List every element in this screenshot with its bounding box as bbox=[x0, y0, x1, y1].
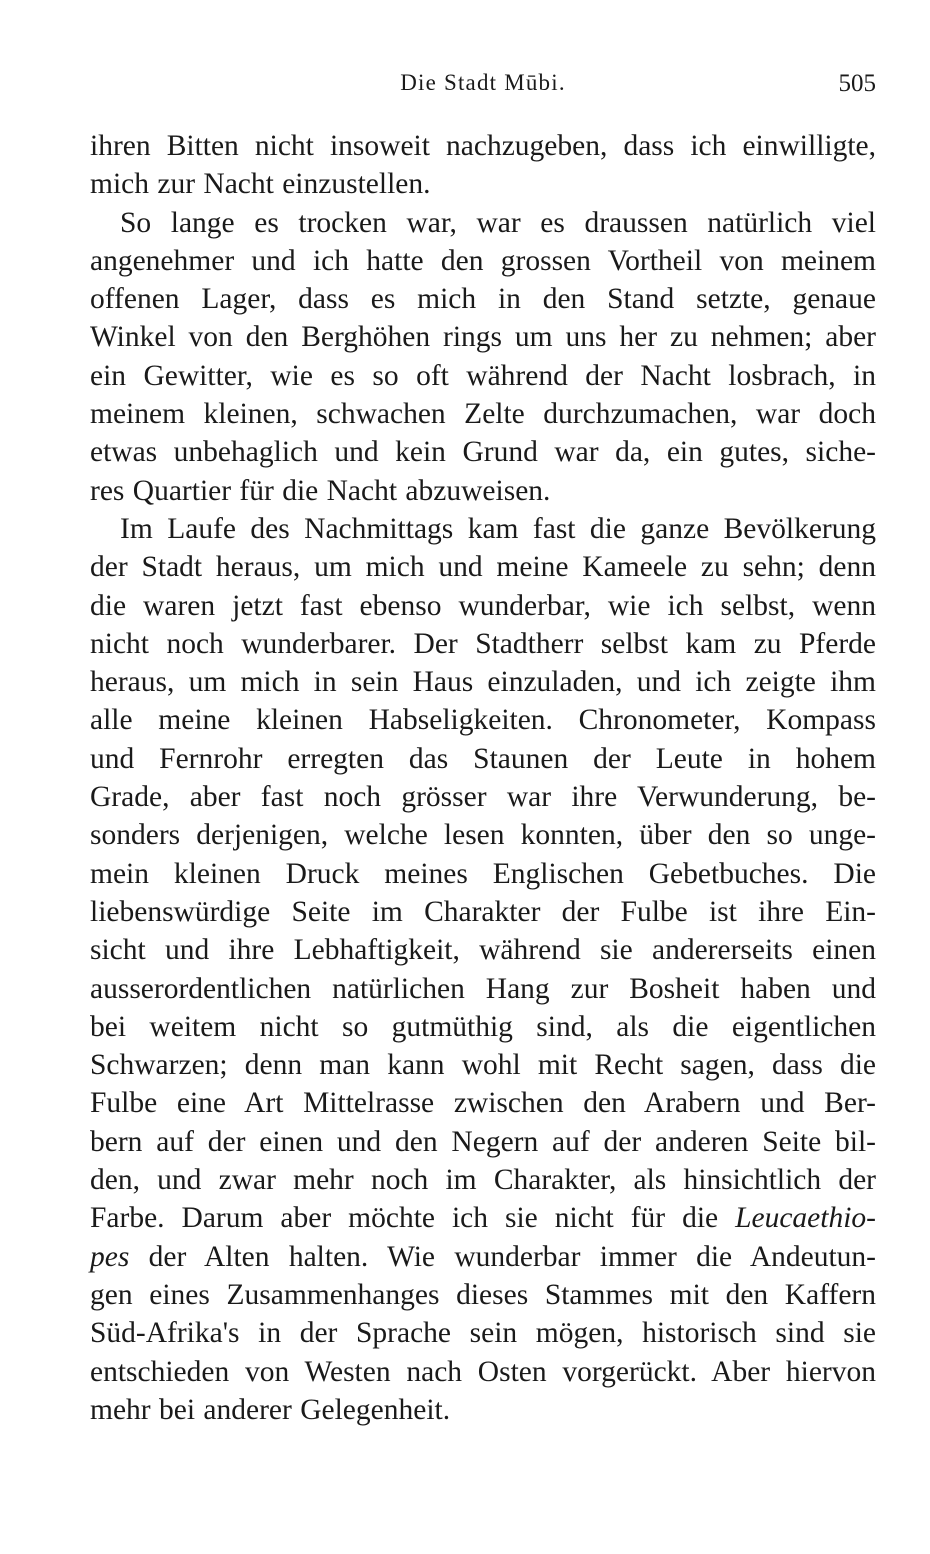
text-line: heraus, um mich in sein Haus einzuladen, und ich zeigte ihm bbox=[90, 666, 876, 699]
page-number: 505 bbox=[838, 70, 876, 97]
text-line: Süd-Afrika's in der Sprache sein mögen, historisch sind sie bbox=[90, 1317, 876, 1350]
text-line: angenehmer und ich hatte den grossen Vortheil von meinem bbox=[90, 244, 876, 277]
text-run: der Alten halten. Wie wunderbar immer die Andeutun- bbox=[129, 1240, 876, 1273]
text-line: bern auf der einen und den Negern auf der anderen Seite bil- bbox=[90, 1125, 876, 1158]
text-line: ausserordentlichen natürlichen Hang zur Bosheit haben und bbox=[90, 972, 876, 1005]
text-line: Winkel von den Berghöhen rings um uns her zu nehmen; aber bbox=[90, 321, 876, 354]
text-line: offenen Lager, dass es mich in den Stand setzte, genaue bbox=[90, 283, 876, 316]
text-line: sicht und ihre Lebhaftigkeit, während sie andererseits einen bbox=[90, 934, 876, 967]
text-line: der Stadt heraus, um mich und meine Kameele zu sehn; denn bbox=[90, 551, 876, 584]
text-line: mein kleinen Druck meines Englischen Gebetbuches. Die bbox=[90, 857, 876, 890]
body-text bbox=[90, 127, 876, 1429]
text-line: mich zur Nacht einzustellen. bbox=[90, 168, 431, 201]
text-line: res Quartier für die Nacht abzuweisen. bbox=[90, 474, 551, 507]
text-line bbox=[90, 1199, 876, 1237]
text-line: ihren Bitten nicht insoweit nachzugeben, dass ich einwilligte, bbox=[90, 130, 876, 162]
text-line: den, und zwar mehr noch im Charakter, als hinsichtlich der bbox=[90, 1164, 876, 1197]
italic-term: Leucaethio- bbox=[735, 1202, 876, 1235]
text-line: So lange es trocken war, war es draussen natürlich viel bbox=[120, 206, 876, 239]
text-line: und Fernrohr erregten das Staunen der Leute in hohem bbox=[90, 742, 876, 775]
text-line: gen eines Zusammenhanges dieses Stammes mit den Kaffern bbox=[90, 1278, 876, 1311]
text-line: meinem kleinen, schwachen Zelte durchzumachen, war doch bbox=[90, 398, 876, 431]
text-line bbox=[90, 1238, 876, 1276]
text-line: ein Gewitter, wie es so oft während der Nacht losbrach, in bbox=[90, 359, 876, 392]
text-run: Farbe. Darum aber möchte ich sie nicht für die bbox=[90, 1202, 736, 1235]
text-line: Fulbe eine Art Mittelrasse zwischen den Arabern und Ber- bbox=[90, 1087, 876, 1120]
paragraph-3 bbox=[90, 510, 876, 1429]
text-line: liebenswürdige Seite im Charakter der Fulbe ist ihre Ein- bbox=[90, 895, 876, 928]
text-line: entschieden von Westen nach Osten vorgerückt. Aber hiervon bbox=[90, 1355, 876, 1388]
text-line: alle meine kleinen Habseligkeiten. Chronometer, Kompass bbox=[90, 704, 876, 737]
paragraph-1 bbox=[90, 127, 876, 204]
text-line: mehr bei anderer Gelegenheit. bbox=[90, 1393, 451, 1426]
text-line: die waren jetzt fast ebenso wunderbar, wie ich selbst, wenn bbox=[90, 589, 876, 622]
text-line: Schwarzen; denn man kann wohl mit Recht sagen, dass die bbox=[90, 1049, 876, 1082]
text-line: etwas unbehaglich und kein Grund war da, ein gutes, siche- bbox=[90, 436, 876, 469]
text-line: Im Laufe des Nachmittags kam fast die ganze Bevölkerung bbox=[120, 512, 876, 545]
italic-term: pes bbox=[90, 1240, 130, 1273]
running-head bbox=[90, 66, 876, 102]
text-line: Grade, aber fast noch grösser war ihre Verwunderung, be- bbox=[90, 781, 876, 814]
text-line: sonders derjenigen, welche lesen konnten, über den so unge- bbox=[90, 819, 876, 852]
running-title: Die Stadt Mūbi. bbox=[400, 70, 566, 95]
text-line: bei weitem nicht so gutmüthig sind, als die eigentlichen bbox=[90, 1010, 876, 1043]
paragraph-2 bbox=[90, 204, 876, 510]
text-line: nicht noch wunderbarer. Der Stadtherr selbst kam zu Pferde bbox=[90, 627, 876, 660]
